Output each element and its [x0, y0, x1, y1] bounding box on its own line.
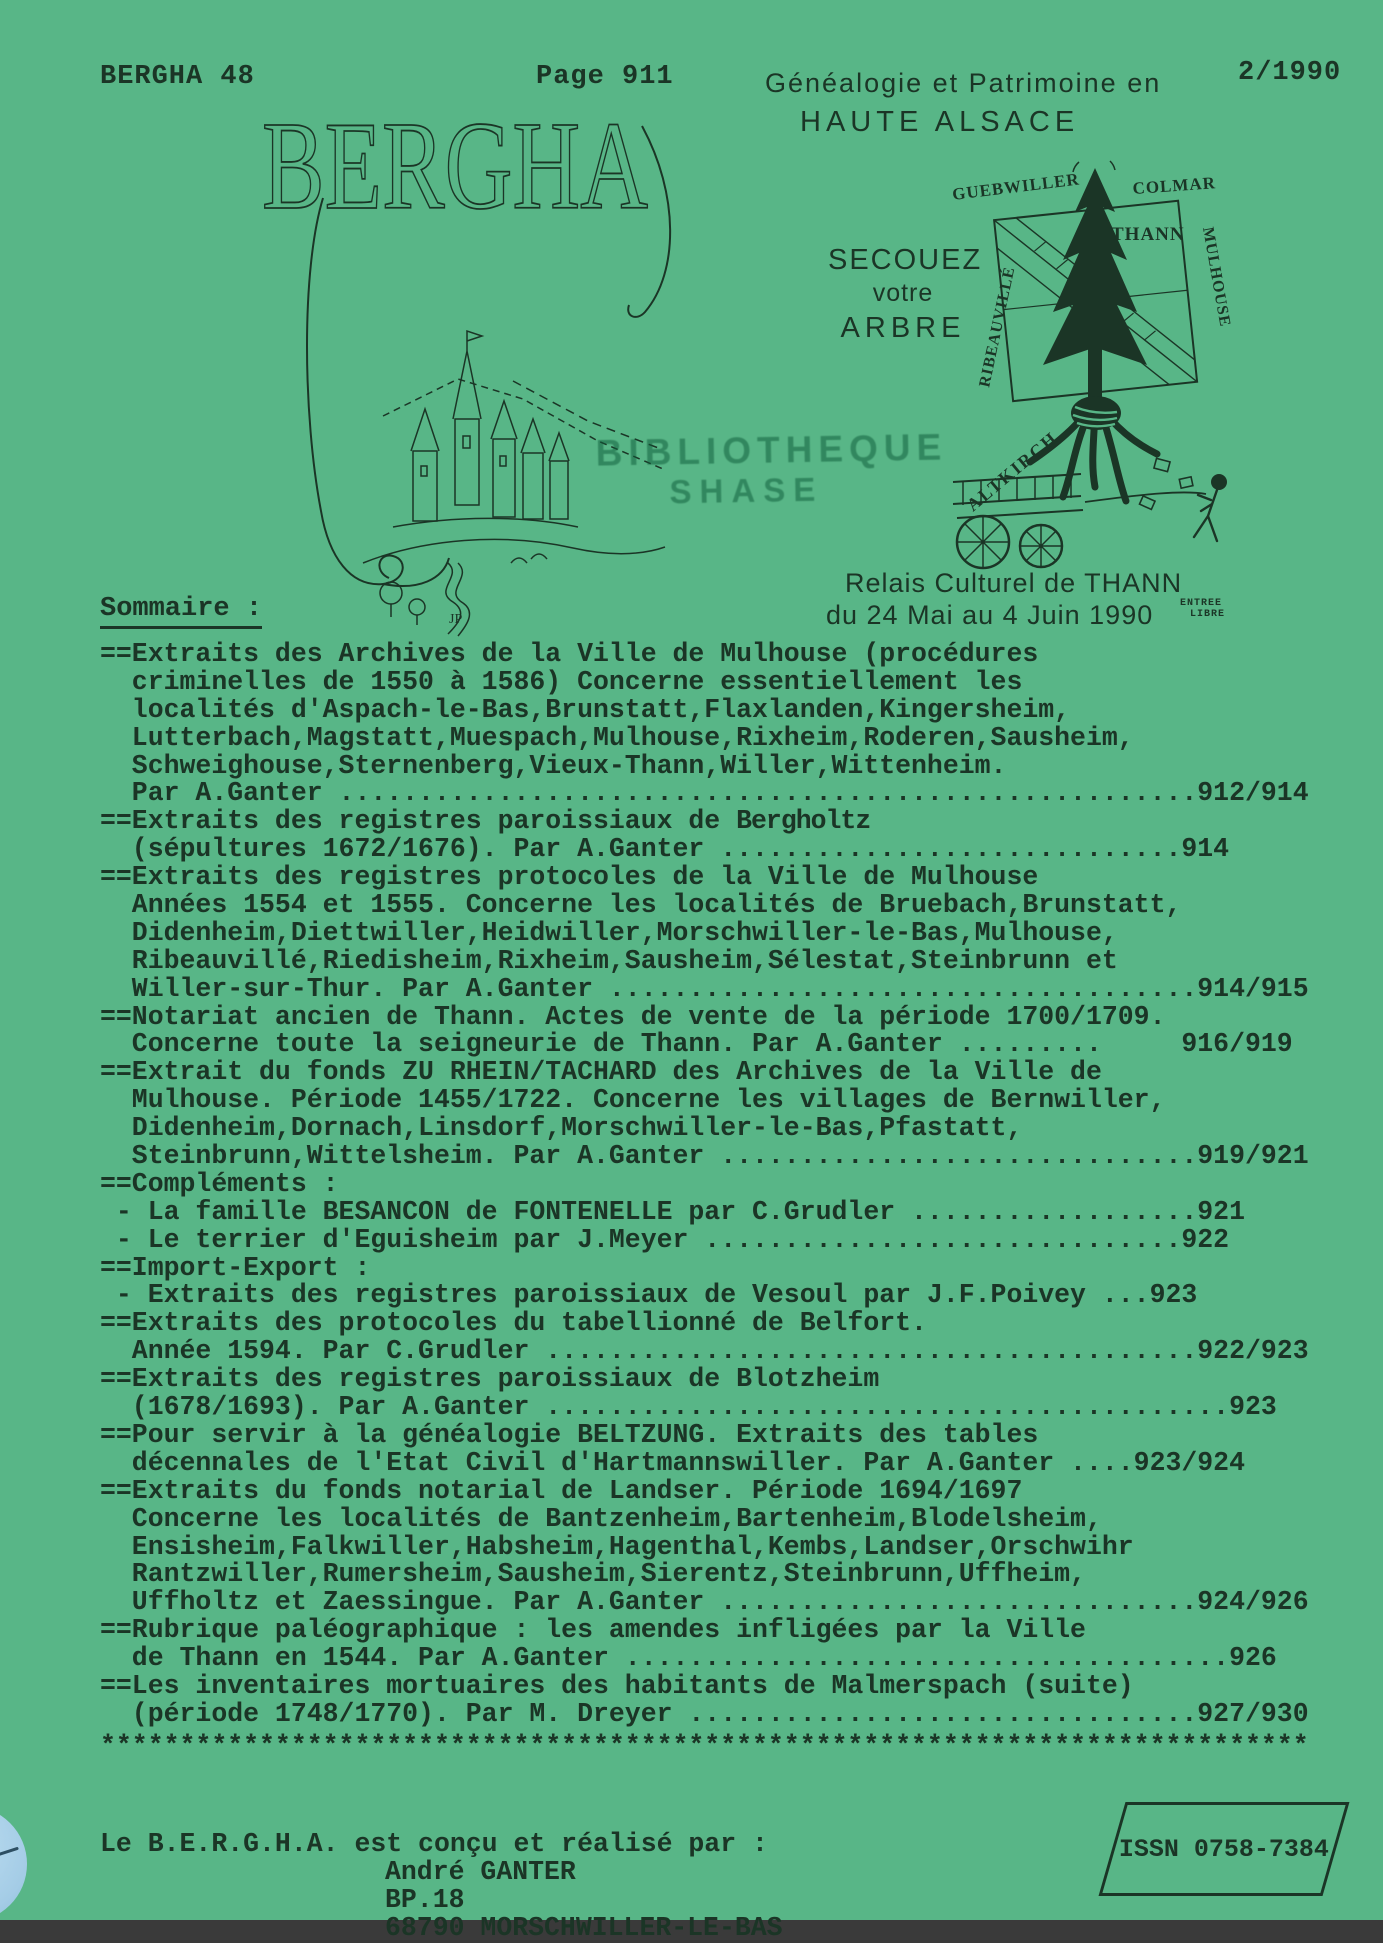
event-line2: du 24 Mai au 4 Juin 1990 [826, 600, 1154, 630]
toc-line: ==Extraits du fonds notarial de Landser. Période 1694/1697 [100, 1475, 1023, 1506]
falling-books [1139, 458, 1192, 509]
editor-address2: 68790 MORSCHWILLER-LE-BAS [385, 1913, 783, 1943]
toc-line: Steinbrunn,Wittelsheim. Par A.Ganter ..............................919/921 [100, 1141, 1309, 1172]
toc-line: Années 1554 et 1555. Concerne les localités de Bruebach,Brunstatt, [100, 890, 1182, 921]
stamp-line2: SHASE [669, 470, 824, 511]
emblem-city-thann: THANN [1111, 224, 1185, 245]
toc-line: Rantzwiller,Rumersheim,Sausheim,Sierentz,Steinbrunn,Uffheim, [100, 1559, 1086, 1590]
table-of-contents [100, 641, 1309, 1729]
toc-line: criminelles de 1550 à 1586) Concerne essentiellement les [100, 666, 1023, 697]
toc-line: Uffholtz et Zaessingue. Par A.Ganter ..............................924/926 [100, 1587, 1309, 1618]
toc-line: Didenheim,Dornach,Linsdorf,Morschwiller-le-Bas,Pfastatt, [100, 1113, 1023, 1144]
event-line1: Relais Culturel de THANN [845, 568, 1183, 598]
emblem-city-ribeauville: RIBEAUVILLÉ [976, 264, 1019, 389]
toc-line: (période 1748/1770). Par M. Dreyer ................................927/930 [100, 1698, 1309, 1729]
toc-line: (sépultures 1672/1676). Par A.Ganter .............................914 [100, 834, 1230, 865]
toc-line: ==Extraits des registres protocoles de la Ville de Mulhouse [100, 862, 1039, 893]
toc-line: - La famille BESANCON de FONTENELLE par C.Grudler ..................921 [100, 1196, 1245, 1227]
issn-box [1099, 1802, 1350, 1896]
slogan-line3: ARBRE [840, 311, 966, 344]
issue-number: BERGHA 48 [100, 62, 255, 92]
emblem-city-colmar: COLMAR [1131, 173, 1217, 198]
toc-line: ==Extraits des protocoles du tabellionné de Belfort. [100, 1308, 927, 1339]
toc-line: ==Notariat ancien de Thann. Actes de vente de la période 1700/1709. [100, 1001, 1166, 1032]
toc-line: de Thann en 1544. Par A.Ganter ......................................926 [100, 1643, 1277, 1674]
toc-line: Willer-sur-Thur. Par A.Ganter .....................................914/915 [100, 973, 1309, 1004]
hand [1071, 396, 1121, 430]
slogan-line2: votre [872, 279, 934, 308]
library-stamp [595, 426, 948, 512]
slogan-line1: SECOUEZ [828, 244, 983, 276]
toc-line: ==Rubrique paléographique : les amendes infligées par la Ville [100, 1615, 1086, 1646]
toc-line: ==Extraits des registres paroissiaux de Bergholtz [100, 806, 871, 837]
toc-line: localités d'Aspach-le-Bas,Brunstatt,Flaxlanden,Kingersheim, [100, 694, 1071, 725]
toc-line: Mulhouse. Période 1455/1722. Concerne les villages de Bernwiller, [100, 1085, 1166, 1116]
emblem-city-altkirch: ALTKIRCH [962, 427, 1062, 516]
toc-line: ==Extraits des Archives de la Ville de Mulhouse (procédures [100, 639, 1039, 669]
toc-line: - Le terrier d'Eguisheim par J.Meyer ..............................922 [100, 1224, 1230, 1255]
logo-wordmark: BERGHA [262, 97, 649, 236]
event-note-line2: LIBRE [1190, 609, 1226, 620]
artist-signature: JP [449, 612, 463, 627]
stamp-line1: BIBLIOTHEQUE [595, 426, 948, 474]
tagline-line2: HAUTE ALSACE [800, 106, 1080, 138]
toc-line: ==Compléments : [100, 1168, 339, 1199]
event-note-line1: ENTREE [1180, 598, 1223, 609]
toc-line: Concerne les localités de Bantzenheim,Bartenheim,Blodelsheim, [100, 1503, 1102, 1534]
toc-line: (1678/1693). Par A.Ganter ...........................................923 [100, 1392, 1277, 1423]
page-number: Page 911 [536, 62, 674, 92]
blue-sticker [0, 1806, 27, 1922]
toc-line: ==Import-Export : [100, 1252, 371, 1283]
editor-name: André GANTER [385, 1857, 576, 1887]
toc-line: ==Extraits des registres paroissiaux de Blotzheim [100, 1364, 880, 1395]
toc-line: Par A.Ganter ......................................................912/914 [100, 778, 1309, 809]
toc-line: Ensisheim,Falkwiller,Habsheim,Hagenthal,Kembs,Landser,Orschwihr [100, 1531, 1134, 1562]
sommaire-heading: Sommaire : [100, 594, 262, 629]
emblem-city-mulhouse: MULHOUSE [1199, 225, 1234, 329]
toc-line: Schweighouse,Sternenberg,Vieux-Thann,Willer,Wittenheim. [100, 750, 1007, 781]
toc-line: Didenheim,Diettwiller,Heidwiller,Morschwiller-le-Bas,Mulhouse, [100, 917, 1118, 948]
emblem-art [945, 160, 1245, 575]
separator-line: **************************************************************************** [100, 1731, 1309, 1761]
toc-line: Année 1594. Par C.Grudler .........................................922/923 [100, 1336, 1309, 1367]
toc-line: Concerne toute la seigneurie de Thann. Par A.Ganter ......... 916/919 [100, 1029, 1293, 1060]
emblem-city-guebwiller: GUEBWILLER [951, 169, 1081, 204]
toc-line: ==Les inventaires mortuaires des habitants de Malmerspach (suite) [100, 1670, 1134, 1701]
toc-line: Ribeauvillé,Riedisheim,Rixheim,Sausheim,Sélestat,Steinbrunn et [100, 945, 1118, 976]
edition-date: 2/1990 [1238, 58, 1342, 88]
toc-line: décennales de l'Etat Civil d'Hartmannswiller. Par A.Ganter ....923/924 [100, 1447, 1245, 1478]
credit-line: Le B.E.R.G.H.A. est conçu et réalisé par : [100, 1829, 768, 1859]
issn-number: ISSN 0758-7384 [1118, 1834, 1330, 1864]
toc-line: Lutterbach,Magstatt,Muespach,Mulhouse,Rixheim,Roderen,Sausheim, [100, 722, 1134, 753]
event-note [1180, 598, 1225, 620]
toc-line: ==Pour servir à la généalogie BELTZUNG. Extraits des tables [100, 1419, 1039, 1450]
toc-line: ==Extrait du fonds ZU RHEIN/TACHARD des Archives de la Ville de [100, 1057, 1102, 1088]
bergha-logo-art [243, 86, 663, 627]
pulling-figure [1194, 474, 1227, 541]
editor-address1: BP.18 [385, 1885, 465, 1915]
tagline-line1: Généalogie et Patrimoine en [765, 68, 1162, 98]
toc-line: - Extraits des registres paroissiaux de Vesoul par J.F.Poivey ...923 [100, 1280, 1198, 1311]
